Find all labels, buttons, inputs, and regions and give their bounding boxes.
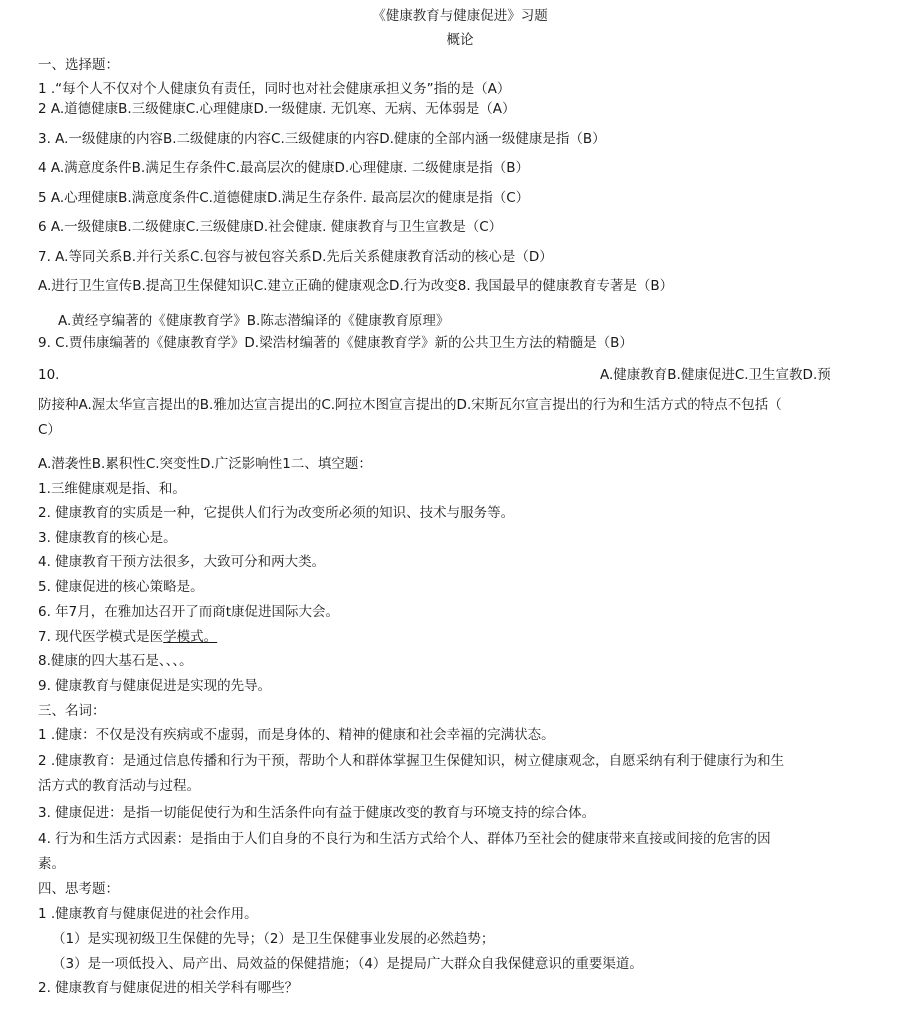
page-subtitle: 概论 — [446, 32, 474, 48]
fill-line: 5. 健康促进的核心策略是。 — [38, 579, 204, 595]
fill-text: 7. 现代医学模式是医 — [38, 629, 164, 645]
term-line: 素。 — [38, 856, 65, 872]
term-line: 2 .健康教育：是通过信息传播和行为干预，帮助个人和群体掌握卫生保健知识，树立健康观念，自愿采纳有利于健康行为和生 — [38, 753, 785, 769]
think-question: 1 .健康教育与健康促进的社会作用。 — [38, 906, 258, 922]
answer-continuation: C） — [38, 422, 61, 438]
page-title: 《健康教育与健康促进》习题 — [372, 8, 548, 24]
question-line: 3. A.一级健康的内容B.二级健康的内容C.三级健康的内容D.健康的全部内涵一级健康是指（B） — [38, 131, 606, 147]
section-heading-think: 四、思考题： — [38, 881, 119, 897]
think-answer: （1）是实现初级卫生保健的先导；（2）是卫生保健事业发展的必然趋势； — [52, 931, 495, 947]
question-line: 5 A.心理健康B.满意度条件C.道德健康D.满足生存条件. 最高层次的健康是指（C） — [38, 190, 530, 206]
question-line: 2 A.道德健康B.三级健康C.心理健康D.一级健康. 无饥寒、无病、无体弱是（A） — [38, 101, 516, 117]
fill-line: 2. 健康教育的实质是一种，它提供人们行为改变所必须的知识、技术与服务等。 — [38, 505, 515, 521]
question-line: 4 A.满意度条件B.满足生存条件C.最高层次的健康D.心理健康. 二级健康是指（B） — [38, 160, 529, 176]
section-heading-choice: 一、选择题： — [38, 57, 119, 73]
question-line: 7. A.等同关系B.并行关系C.包容与被包容关系D.先后关系健康教育活动的核心是（D） — [38, 249, 553, 265]
question-options: A.健康教育B.健康促进C.卫生宣教D.预 — [600, 367, 831, 383]
question-line: 6 A.一级健康B.二级健康C.三级健康D.社会健康. 健康教育与卫生宣教是（C） — [38, 219, 503, 235]
think-answer: （3）是一项低投入、局产出、局效益的保健措施；（4）是提局广大群众自我保健意识的重要渠道。 — [52, 956, 643, 972]
fill-line: 9. 健康教育与健康促进是实现的先导。 — [38, 678, 272, 694]
section-heading-terms: 三、名词： — [38, 703, 106, 719]
question-line: 1 .“每个人不仅对个人健康负有责任，同时也对社会健康承担义务”指的是（A） — [38, 81, 511, 97]
question-line: 防接种A.渥太华宣言提出的B.雅加达宣言提出的C.阿拉木图宣言提出的D.宋斯瓦尔宣言提出的行为和生活方式的特点不包括（ — [38, 397, 782, 413]
fill-line: 4. 健康教育干预方法很多，大致可分和两大类。 — [38, 554, 326, 570]
fill-line: 3. 健康教育的核心是。 — [38, 530, 177, 546]
question-line: A.潜袭性B.累积性C.突变性D.广泛影响性1二、填空题： — [38, 456, 372, 472]
fill-line — [38, 628, 217, 646]
fill-underlined-text: 学模式。 — [163, 629, 218, 645]
term-line: 1 .健康：不仅是没有疾病或不虚弱，而是身体的、精神的健康和社会幸福的完满状态。 — [38, 727, 555, 743]
question-number: 10. — [38, 367, 60, 383]
question-line: A.进行卫生宣传B.提高卫生保健知识C.建立正确的健康观念D.行为改变8. 我国最早的健康教育专著是（B） — [38, 278, 674, 294]
fill-line: 8.健康的四大基石是、、、。 — [38, 653, 193, 669]
fill-line: 6. 年7月，在雅加达召开了而商t康促进国际大会。 — [38, 604, 340, 620]
term-line: 4. 行为和生活方式因素：是指由于人们自身的不良行为和生活方式给个人、群体乃至社会的健康带来直接或间接的危害的因 — [38, 831, 771, 847]
term-line: 3. 健康促进：是指一切能促使行为和生活条件向有益于健康改变的教育与环境支持的综合体。 — [38, 805, 596, 821]
question-line: A.黄经亨编著的《健康教育学》B.陈志潜编译的《健康教育原理》 — [58, 313, 450, 329]
term-line: 活方式的教育活动与过程。 — [38, 778, 200, 794]
question-line: 9. C.贾伟康编著的《健康教育学》D.梁浩材编著的《健康教育学》新的公共卫生方法的精髓是（B） — [38, 335, 633, 351]
fill-line: 1.三维健康观是指、和。 — [38, 481, 186, 497]
think-question: 2. 健康教育与健康促进的相关学科有哪些？ — [38, 980, 299, 996]
